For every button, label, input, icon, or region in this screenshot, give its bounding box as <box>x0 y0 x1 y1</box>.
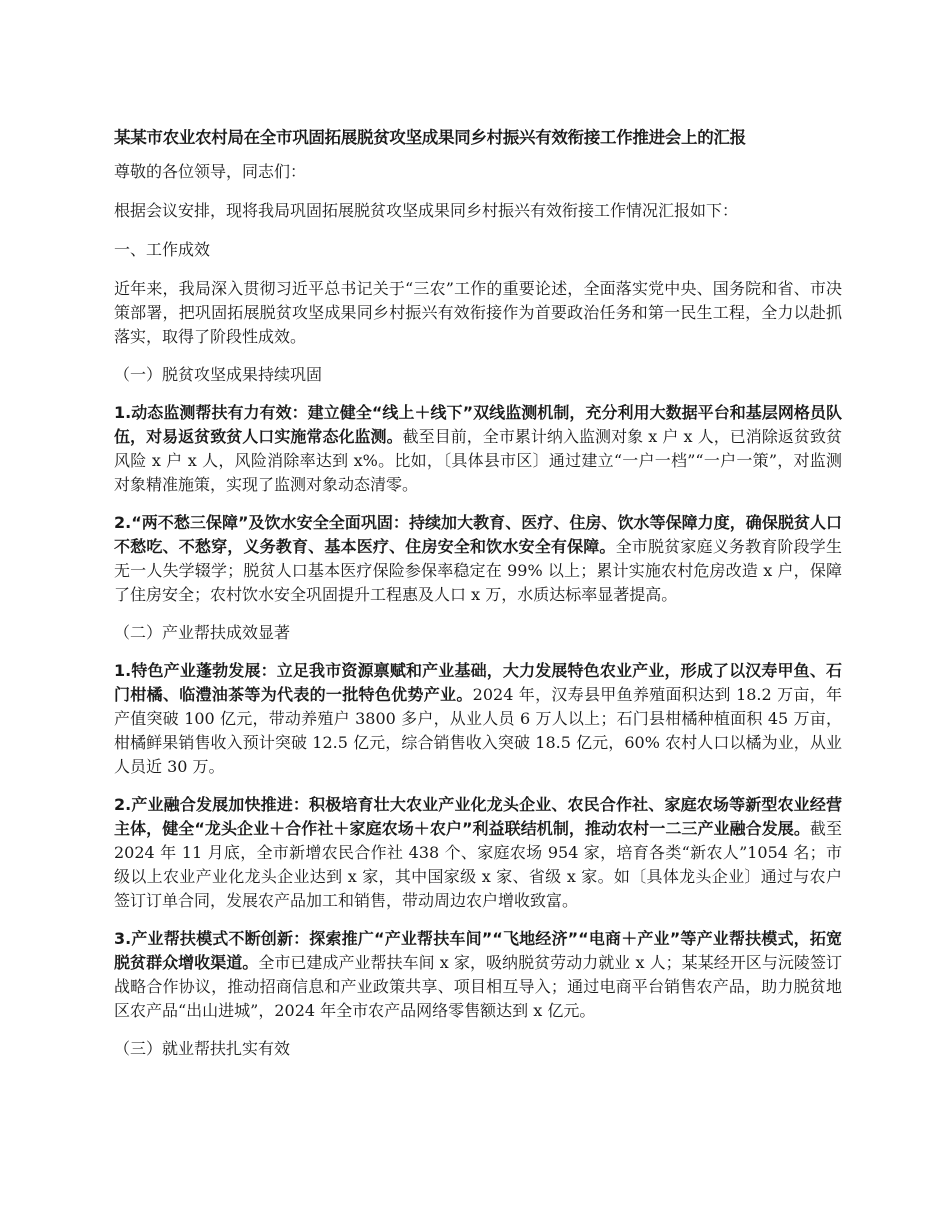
paragraph-3-lead: 1.特色产业蓬勃发展：立足我市资源禀赋和产业基础，大力发展特色农业产业，形成了以汉寿甲鱼、石门柑橘、临澧油茶等为代表的一批特色优势产业。 <box>114 661 842 704</box>
subsection-heading-1: （一）脱贫攻坚成果持续巩固 <box>114 365 323 384</box>
greeting: 尊敬的各位领导，同志们： <box>114 162 307 181</box>
paragraph-5-body: 全市已建成产业帮扶车间 x 家，吸纳脱贫劳动力就业 x 人；某某经开区与沅陵签订战略合作协议，推动招商信息和产业政策共享、项目相互导入；通过电商平台销售农产品，助力脱贫地区农产品“出山进城”，2024 年全市农产品网络零售额达到 x 亿元。 <box>114 953 842 1020</box>
subsection-heading-2: （二）产业帮扶成效显著 <box>114 623 291 642</box>
paragraph-2-body: 全市脱贫家庭义务教育阶段学生无一人失学辍学；脱贫人口基本医疗保险参保率稳定在 99% 以上；累计实施农村危房改造 x 户，保障了住房安全；农村饮水安全巩固提升工程惠及人口 x 万，水质达标率显著提高。 <box>114 537 842 604</box>
paragraph-4 <box>114 793 842 913</box>
paragraph-1-lead: 1.动态监测帮扶有力有效：建立健全“线上＋线下”双线监测机制，充分利用大数据平台和基层网格员队伍，对易返贫致贫人口实施常态化监测。 <box>114 403 842 446</box>
paragraph-4-body: 截至 2024 年 11 月底，全市新增农民合作社 438 个、家庭农场 954 家，培育各类“新农人”1054 名；市级以上农业产业化龙头企业达到 x 家，其中国家级 x 家、省级 x 家。如〔具体龙头企业〕通过与农户签订订单合同，发展农产品加工和销售，带动周边农户增收致富。 <box>114 819 842 910</box>
paragraph-1 <box>114 401 842 497</box>
paragraph-2 <box>114 511 842 607</box>
document-page <box>114 126 842 1075</box>
subsection-heading-3: （三）就业帮扶扎实有效 <box>114 1039 291 1058</box>
paragraph-4-lead: 2.产业融合发展加快推进：积极培育壮大农业产业化龙头企业、农民合作社、家庭农场等新型农业经营主体，健全“龙头企业＋合作社＋家庭农场＋农户”利益联结机制，推动农村一二三产业融合发展。 <box>114 795 842 838</box>
paragraph-3-body: 2024 年，汉寿县甲鱼养殖面积达到 18.2 万亩，年产值突破 100 亿元，带动养殖户 3800 多户，从业人员 6 万人以上；石门县柑橘种植面积 45 万亩，柑橘鲜果销售收入预计突破 12.5 亿元，综合销售收入突破 18.5 亿元，60% 农村人口以橘为业，从业人员近 30 万。 <box>114 685 842 776</box>
section-1-paragraph: 近年来，我局深入贯彻习近平总书记关于“三农”工作的重要论述，全面落实党中央、国务院和省、市决策部署，把巩固拓展脱贫攻坚成果同乡村振兴有效衔接作为首要政治任务和第一民生工程，全力以赴抓落实，取得了阶段性成效。 <box>114 279 842 346</box>
intro-paragraph: 根据会议安排，现将我局巩固拓展脱贫攻坚成果同乡村振兴有效衔接工作情况汇报如下： <box>114 201 739 220</box>
paragraph-5 <box>114 927 842 1023</box>
paragraph-3 <box>114 659 842 779</box>
paragraph-5-lead: 3.产业帮扶模式不断创新：探索推广“产业帮扶车间”“飞地经济”“电商＋产业”等产业帮扶模式，拓宽脱贫群众增收渠道。 <box>114 929 842 972</box>
paragraph-2-lead: 2.“两不愁三保障”及饮水安全全面巩固：持续加大教育、医疗、住房、饮水等保障力度，确保脱贫人口不愁吃、不愁穿，义务教育、基本医疗、住房安全和饮水安全有保障。 <box>114 513 842 556</box>
paragraph-1-body: 截至目前，全市累计纳入监测对象 x 户 x 人，已消除返贫致贫风险 x 户 x 人，风险消除率达到 x%。比如，〔具体县市区〕通过建立“一户一档”“一户一策”，对监测对象精准施策，实现了监测对象动态清零。 <box>114 427 842 494</box>
document-title: 某某市农业农村局在全市巩固拓展脱贫攻坚成果同乡村振兴有效衔接工作推进会上的汇报 <box>114 128 746 147</box>
section-heading-1: 一、工作成效 <box>114 240 211 259</box>
